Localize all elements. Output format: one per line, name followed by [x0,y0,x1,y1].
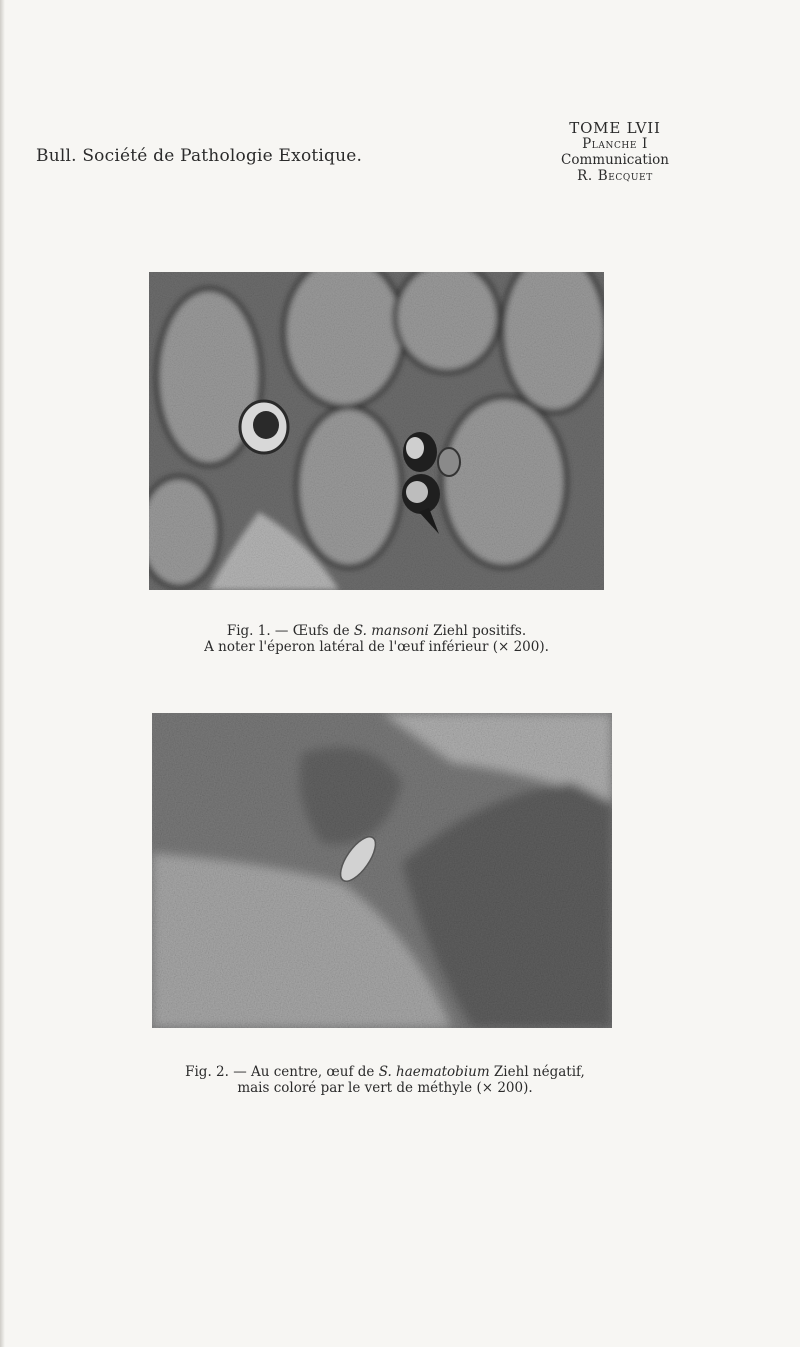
figure-1-caption [149,623,604,655]
journal-title: Bull. Société de Pathologie Exotique. [36,146,363,166]
figure-1-micrograph [149,272,604,590]
author-name: R. Becquet [577,168,653,184]
figure-1-species: S. mansoni [353,623,429,639]
tome-number: TOME LVII [569,119,661,137]
egg-upper-left [240,401,288,453]
figure-1-caption-line-2: A noter l'éperon latéral de l'œuf inférieur (× 200). [204,639,549,655]
figure-2-caption [120,1064,650,1096]
page-edge-shadow [0,0,5,1347]
figure-2-caption-line-1: Fig. 2. — Au centre, œuf de S. haematobium Ziehl négatif, [185,1064,585,1080]
figure-2-species: S. haematobium [378,1064,490,1080]
figure-1-caption-line-1: Fig. 1. — Œufs de S. mansoni Ziehl positifs. [226,623,527,639]
figure-2-micrograph [152,713,612,1028]
masthead [540,120,690,184]
plate-number: Planche I [582,136,648,152]
figure-2-caption-line-2: mais coloré par le vert de méthyle (× 200). [237,1080,533,1096]
communication-label: Communication [561,152,669,168]
